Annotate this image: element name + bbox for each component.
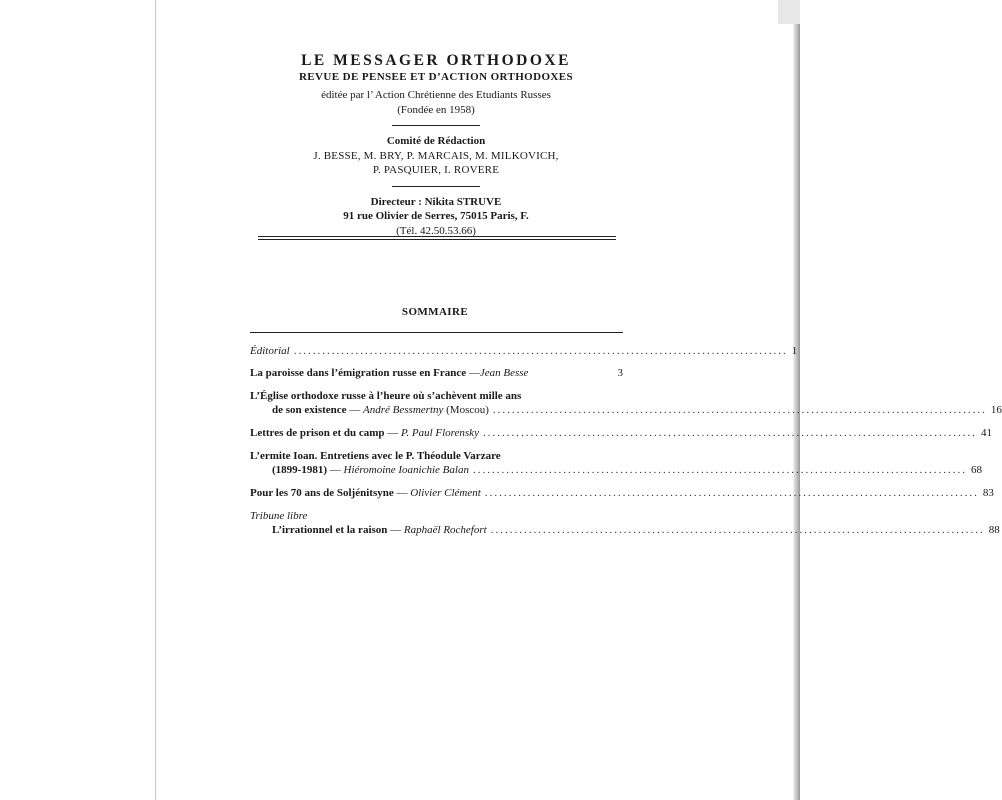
toc-entry-lettres [250,426,992,440]
entry-title-line2: (1899-1981) [272,464,327,476]
dot-leader: ........................................................................................................ [293,345,788,357]
divider [392,125,480,126]
section-label: Tribune libre [250,510,308,522]
entry-title-line1: L’Église orthodoxe russe à l’heure où s’achèvent mille ans [250,390,522,402]
dash: — [387,427,399,439]
entry-author: P. Paul Florensky [401,427,479,439]
entry-title-line2: de son existence [272,404,347,416]
dash: — [390,524,402,536]
page-number: 83 [982,487,994,499]
committee-members-2: P. PASQUIER, I. ROVERE [372,164,500,176]
entry-author: Olivier Clément [410,487,481,499]
page-number: 16 [990,404,1002,416]
page-number: 68 [970,464,982,476]
journal-subtitle: REVUE DE PENSEE ET D’ACTION ORTHODOXES [298,71,574,83]
page-corner-shade [778,0,800,24]
toc-rule [250,332,623,333]
journal-title: LE MESSAGER ORTHODOXE [301,52,571,69]
page-number: 41 [980,427,992,439]
dot-leader: ........................................................................................................ [484,487,979,499]
table-of-contents [250,344,1002,537]
entry-author: Jean Besse [479,367,529,379]
entry-title: L’irrationnel et la raison [272,524,388,536]
phone-line: (Tél. 42.50.53.66) [396,224,476,237]
dot-leader: ........................................................................................................ [482,427,977,439]
entry-place: (Moscou) [446,404,489,416]
toc-entry-eglise [250,389,1002,417]
dot-leader: ........................................................................................................ [472,464,967,476]
committee-members-1: J. BESSE, M. BRY, P. MARCAIS, M. MILKOVICH, [313,149,559,162]
entry-title: Pour les 70 ans de Soljénitsyne [250,487,394,499]
toc-entry-tribune [250,509,1000,537]
committee-heading: Comité de Rédaction [386,135,486,147]
director-line: Directeur : Nikita STRUVE [370,195,502,208]
toc-entry-paroisse [250,366,623,380]
entry-author: André Bessmertny [363,404,444,416]
sommaire-heading: SOMMAIRE [401,306,469,318]
toc-entry-soljenitsyne [250,486,994,500]
page-fold-line [155,0,156,800]
page-number: 1 [791,345,798,357]
dash: — [468,367,480,379]
page-number: 88 [988,524,1000,536]
masthead-double-rule [258,236,616,240]
dot-leader: ........................................................................................................ [492,404,987,416]
entry-title: La paroisse dans l’émigration russe en France [250,367,467,379]
toc-entry-editorial [250,344,798,358]
publisher-line: éditée par l’ Action Chrétienne des Etudiants Russes [321,89,551,101]
dash: — [396,487,408,499]
masthead [256,52,616,238]
entry-title: Éditorial [250,345,290,357]
founded-line: (Fondée en 1958) [397,103,475,116]
divider [392,186,480,187]
entry-title-line1: L’ermite Ioan. Entretiens avec le P. Théodule Varzare [250,450,501,462]
page-number: 3 [617,367,623,379]
address-line: 91 rue Olivier de Serres, 75015 Paris, F. [343,210,529,222]
entry-author: Raphaël Rochefort [403,524,487,536]
dash: — [329,464,341,476]
toc-entry-ermite [250,449,982,477]
dot-leader: ........................................................................................................ [490,524,985,536]
page-edge-shadow [793,0,800,800]
entry-title: Lettres de prison et du camp [250,427,385,439]
entry-author: Hiéromoine Ioanichie Balan [343,464,469,476]
dash: — [349,404,361,416]
